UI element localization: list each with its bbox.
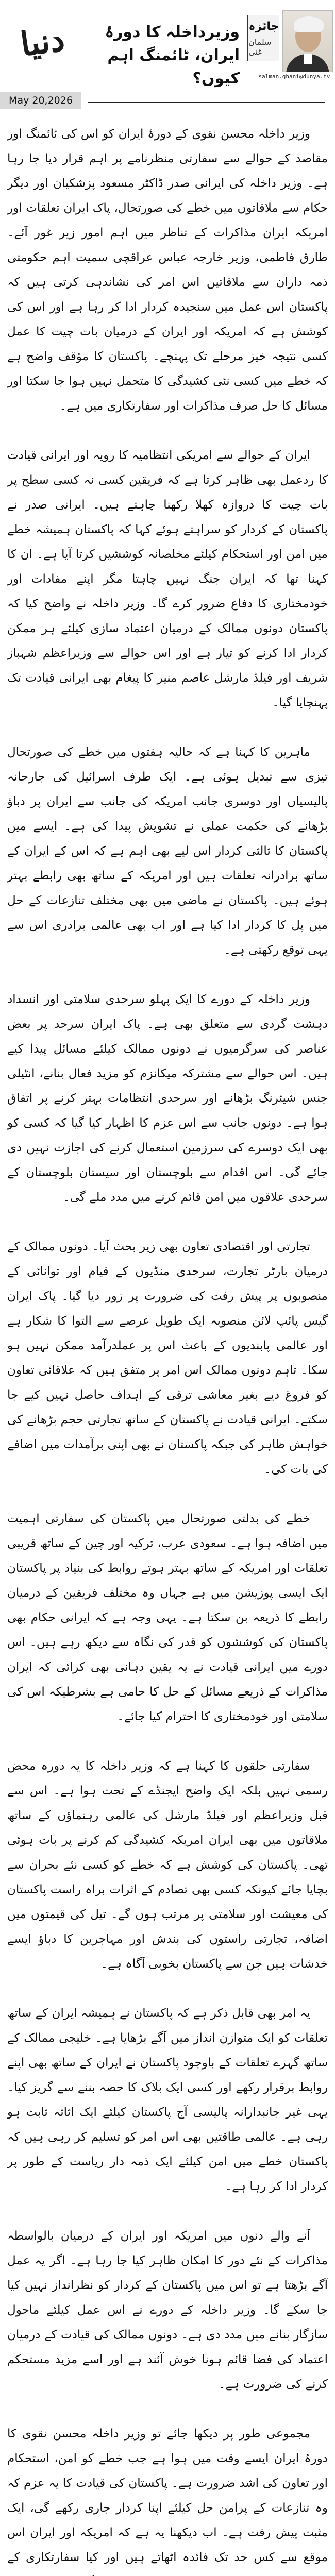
article-paragraph: آنے والے دنوں میں امریکہ اور ایران کے درمیان بالواسطہ مذاکرات کے نئے دور کا امکان ظاہر کیا جا رہا ہے۔ اگر یہ عمل آگے بڑھتا ہے تو اس میں پاکستان کے کردار کو نظرانداز نہیں کیا جا سکے گا۔ وزیر داخلہ کے دورے نے اس عمل کیلئے ماحول سازگار بنانے میں مدد دی ہے۔ دونوں ممالک کی قیادت کے درمیان اعتماد کی فضا قائم ہونا خوش آئند ہے اور اسے مزید مستحکم کرنے کی ضرورت ہے۔ bbox=[7, 2229, 328, 2391]
article-paragraph: ایران کے حوالے سے امریکی انتظامیہ کا رویہ اور ایرانی قیادت کا ردعمل بھی ظاہر کرتا ہے کہ فریقین کسی نہ کسی سطح پر بات چیت کا دروازہ کھلا رکھنا چاہتے ہیں۔ ایرانی صدر نے پاکستان کے کردار کو سراہتے ہوئے کہا کہ پاکستان ہمیشہ خطے میں امن اور استحکام کیلئے مخلصانہ کوششیں کرتا آیا ہے۔ ان کا کہنا تھا کہ ایران جنگ نہیں چاہتا مگر اپنے مفادات اور خودمختاری کا دفاع ضرور کرے گا۔ وزیر داخلہ نے واضح کیا کہ پاکستان دونوں ممالک کے درمیان اعتماد سازی کیلئے ہر ممکن کردار ادا کرنے کو تیار ہے اور اس حوالے سے وزیراعظم شہباز شریف اور فیلڈ مارشل عاصم منیر کا پیغام بھی ایرانی قیادت تک پہنچایا گیا۔ bbox=[7, 449, 328, 709]
article-paragraph: وزیر داخلہ کے دورے کا ایک پہلو سرحدی سلامتی اور انسداد دہشت گردی سے متعلق بھی ہے۔ پاک ایران سرحد پر بعض عناصر کی سرگرمیوں نے دونوں ممالک کیلئے مسائل پیدا کیے ہیں۔ اس حوالے سے مشترکہ میکانزم کو مزید فعال بنانے، انٹیلی جنس شیئرنگ بڑھانے اور سرحدی انتظامات بہتر کرنے پر اتفاق ہوا ہے۔ دونوں جانب سے اس عزم کا اظہار کیا گیا کہ کسی کو بھی ایک دوسرے کی سرزمین استعمال کرنے کی اجازت نہیں دی جائے گی۔ اس اقدام سے بلوچستان اور سیستان بلوچستان کے سرحدی علاقوں میں امن قائم کرنے میں مدد ملے گی۔ bbox=[7, 993, 328, 1204]
logo-text: دنیا bbox=[18, 19, 68, 64]
article-body bbox=[7, 122, 328, 2576]
column-author: سلمان غنی bbox=[248, 37, 272, 57]
article-paragraph: تجارتی اور اقتصادی تعاون بھی زیر بحث آیا۔ دونوں ممالک کے درمیان بارٹر تجارت، سرحدی منڈیوں کے قیام اور توانائی کے منصوبوں پر پیش رفت کی ضرورت پر زور دیا گیا۔ پاک ایران گیس پائپ لائن منصوبہ ایک طویل عرصے سے التوا کا شکار ہے اور عالمی پابندیوں کے باعث اس پر عملدرآمد ممکن نہیں ہو سکا۔ تاہم دونوں ممالک اس امر پر متفق ہیں کہ علاقائی تعاون کو فروغ دیے بغیر معاشی ترقی کے اہداف حاصل نہیں کیے جا سکتے۔ ایرانی قیادت نے پاکستان کے ساتھ تجارتی حجم بڑھانے کی خواہش ظاہر کی جبکہ پاکستان نے بھی اپنی برآمدات میں اضافے کی بات کی۔ bbox=[7, 1240, 328, 1476]
article-paragraph: یہ امر بھی قابل ذکر ہے کہ پاکستان نے ہمیشہ ایران کے ساتھ تعلقات کو ایک متوازن انداز میں آگے بڑھایا ہے۔ خلیجی ممالک کے ساتھ گہرے تعلقات کے باوجود پاکستان نے ایران کے ساتھ بھی اپنے روابط برقرار رکھے اور کسی ایک بلاک کا حصہ بننے سے گریز کیا۔ یہی غیر جانبدارانہ پالیسی آج پاکستان کیلئے ایک اثاثہ ثابت ہو رہی ہے۔ عالمی طاقتیں بھی اس امر کو تسلیم کر رہی ہیں کہ پاکستان خطے میں امن کیلئے ایک ذمہ دار ریاست کے طور پر کردار ادا کر رہا ہے۔ bbox=[7, 2007, 328, 2193]
article-paragraph: خطے کی بدلتی صورتحال میں پاکستان کی سفارتی اہمیت میں اضافہ ہوا ہے۔ سعودی عرب، ترکیہ اور چین کے ساتھ قریبی تعلقات اور امریکہ کے ساتھ بہتر ہوتے روابط کی بنیاد پر پاکستان ایک ایسی پوزیشن میں ہے جہاں وہ مختلف فریقین کے درمیان رابطے کا ذریعہ بن سکتا ہے۔ یہی وجہ ہے کہ ایرانی حکام بھی پاکستان کی کوششوں کو قدر کی نگاہ سے دیکھ رہے ہیں۔ اس دورے میں ایرانی قیادت نے یہ یقین دہانی بھی کرائی کہ ایران مذاکرات کے ذریعے مسائل کے حل کا حامی ہے بشرطیکہ اس کی سلامتی اور خودمختاری کا احترام کیا جائے۔ bbox=[7, 1512, 328, 1723]
article-paragraph: ماہرین کا کہنا ہے کہ حالیہ ہفتوں میں خطے کی صورتحال تیزی سے تبدیل ہوئی ہے۔ ایک طرف اسرائیل کی جارحانہ پالیسیاں اور دوسری جانب امریکہ کی جانب سے ایران پر دباؤ بڑھانے کی حکمت عملی نے تشویش پیدا کی ہے۔ ایسے میں پاکستان کا ثالثی کردار اس لیے بھی اہم ہے کہ اس کے ایران کے ساتھ برادرانہ تعلقات ہیں اور امریکہ کے ساتھ بھی رابطے بہتر ہوئے ہیں۔ پاکستان نے ماضی میں بھی مختلف تنازعات کے حل میں پل کا کردار ادا کیا ہے اور اب بھی عالمی برادری اس سے یہی توقع رکھتی ہے۔ bbox=[7, 745, 328, 957]
column-name: جائزہ bbox=[248, 20, 279, 33]
date-label: May 20,2026 bbox=[0, 92, 81, 109]
header-divider bbox=[88, 102, 325, 103]
author-photo bbox=[282, 10, 333, 72]
article-paragraph: وزیر داخلہ محسن نقوی کے دورۂ ایران کو اس کی ٹائمنگ اور مقاصد کے حوالے سے سفارتی منظرنامے پر اہم قرار دیا جا رہا ہے۔ وزیر داخلہ کی ایرانی صدر ڈاکٹر مسعود پزشکیان اور دیگر حکام سے ملاقاتوں میں خطے کی صورتحال، پاک ایران تعلقات اور امریکہ ایران مذاکرات کے تناظر میں اہم امور زیر غور آئے۔ طارق فاطمی، وزیر خارجہ عباس عراقچی سمیت اہم حکومتی ذمہ داران سے ملاقاتیں اس امر کی نشاندہی کرتی ہیں کہ پاکستان اس عمل میں سنجیدہ کردار ادا کر رہا ہے اور اس کی کوشش ہے کہ امریکہ اور ایران کے درمیان بات چیت کا عمل کسی نتیجہ خیز مرحلے تک پہنچے۔ پاکستان کا مؤقف واضح ہے کہ خطے میں کسی نئی کشیدگی کا متحمل نہیں ہوا جا سکتا اور مسائل کا حل صرف مذاکرات اور سفارتکاری میں ہے۔ bbox=[7, 127, 328, 413]
newspaper-logo bbox=[4, 3, 81, 80]
article-paragraph: مجموعی طور پر دیکھا جائے تو وزیر داخلہ محسن نقوی کا دورۂ ایران ایسے وقت میں ہوا ہے جب خطے کو امن، استحکام اور تعاون کی اشد ضرورت ہے۔ پاکستان کی قیادت کا یہ عزم کہ وہ تنازعات کے پرامن حل کیلئے اپنا کردار جاری رکھے گی، ایک مثبت پیش رفت ہے۔ اب دیکھنا یہ ہے کہ امریکہ اور ایران اس موقع سے کس حد تک فائدہ اٹھاتے ہیں اور کیا سفارتکاری کے bbox=[7, 2427, 328, 2564]
column-badge bbox=[247, 15, 279, 61]
author-email: salman.ghani@dunya.tv bbox=[258, 73, 330, 80]
article-paragraph: سفارتی حلقوں کا کہنا ہے کہ وزیر داخلہ کا یہ دورہ محض رسمی نہیں بلکہ ایک واضح ایجنڈے کے تحت ہوا ہے۔ اس سے قبل وزیراعظم اور فیلڈ مارشل کی عالمی رہنماؤں کے ساتھ ملاقاتوں میں بھی ایران امریکہ کشیدگی کم کرنے پر بات ہوئی تھی۔ پاکستان کی کوشش ہے کہ خطے کو کسی نئے بحران سے بچایا جائے کیونکہ کسی بھی تصادم کے اثرات براہ راست پاکستان کی معیشت اور سلامتی پر مرتب ہوں گے۔ تیل کی قیمتوں میں اضافہ، تجارتی راستوں کی بندش اور مہاجرین کا دباؤ ایسے خدشات ہیں جن سے پاکستان بخوبی آگاہ ہے۔ bbox=[7, 1759, 328, 1971]
photo-hair bbox=[293, 16, 324, 32]
photo-collar bbox=[304, 54, 312, 64]
article-headline: وزیرداخلہ کا دورۂ ایران، ٹائمنگ اہم کیوں؟ bbox=[105, 23, 240, 88]
